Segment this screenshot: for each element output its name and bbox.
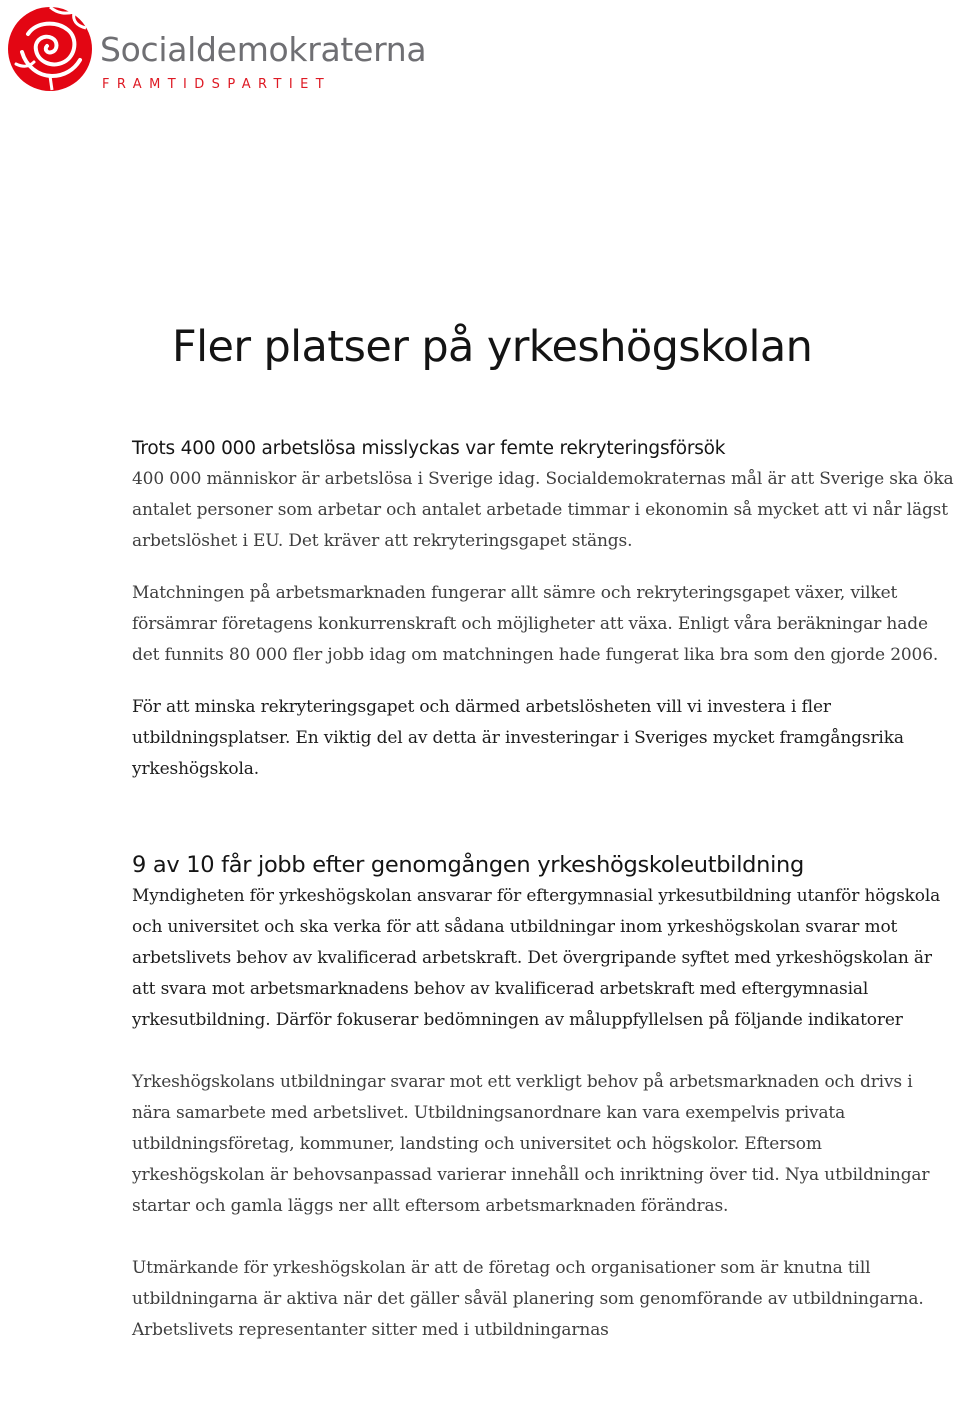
- paragraph: Utmärkande för yrkeshögskolan är att de företag och organisationer som är knutna till utbildningarna är aktiva när det gäller såväl planering som genomförande av utbildningarna. Arbetslivets representanter sitter med i utbildningarnas: [132, 1258, 924, 1340]
- document-body: [132, 434, 954, 1346]
- paragraph: 400 000 människor är arbetslösa i Sverige idag. Socialdemokraternas mål är att Sverige ska öka antalet personer som arbetar och antalet arbetade timmar i ekonomin så mycket att vi når lägst arbetslöshet i EU. Det kräver att rekryteringsgapet stängs.: [132, 469, 954, 551]
- paragraph: För att minska rekryteringsgapet och därmed arbetslösheten vill vi investera i fler utbildningsplatser. En viktig del av detta är investeringar i Sveriges mycket framgångsrika yrkeshögskola.: [132, 697, 904, 779]
- logo-tagline: FRAMTIDSPARTIET: [102, 77, 332, 92]
- paragraph: Matchningen på arbetsmarknaden fungerar allt sämre och rekryteringsgapet växer, vilket försämrar företagens konkurrenskraft och möjligheter att växa. Enligt våra beräkningar hade det funnits 80 000 fler jobb idag om matchningen hade fungerat lika bra som den gjorde 2006.: [132, 583, 939, 665]
- page-title: Fler platser på yrkeshögskolan: [172, 322, 813, 372]
- section-heading-employment-rate: 9 av 10 får jobb efter genomgången yrkeshögskoleutbildning: [132, 852, 805, 878]
- section-heading-unemployment: Trots 400 000 arbetslösa misslyckas var femte rekryteringsförsök: [132, 438, 726, 459]
- logo-wordmark: Socialdemokraterna: [100, 30, 427, 69]
- paragraph: Yrkeshögskolans utbildningar svarar mot ett verkligt behov på arbetsmarknaden och drivs i nära samarbete med arbetslivet. Utbildningsanordnare kan vara exempelvis privata utbildningsföretag, kommuner, landsting och universitet och högskolor. Eftersom yrkeshögskolan är behovsanpassad varierar innehåll och inriktning över tid. Nya utbildningar startar och gamla läggs ner allt eftersom arbetsmarknaden förändras.: [132, 1072, 930, 1216]
- party-logo: [6, 4, 436, 96]
- paragraph: Myndigheten för yrkeshögskolan ansvarar för eftergymnasial yrkesutbildning utanför högskola och universitet och ska verka för att sådana utbildningar inom yrkeshögskolan svarar mot arbetslivets behov av kvalificerad arbetskraft. Det övergripande syftet med yrkeshögskolan är att svara mot arbetsmarknadens behov av kvalificerad arbetskraft med eftergymnasial yrkesutbildning. Därför fokuserar bedömningen av måluppfyllelsen på följande indikatorer: [132, 886, 941, 1030]
- rose-logo-icon: [6, 4, 94, 92]
